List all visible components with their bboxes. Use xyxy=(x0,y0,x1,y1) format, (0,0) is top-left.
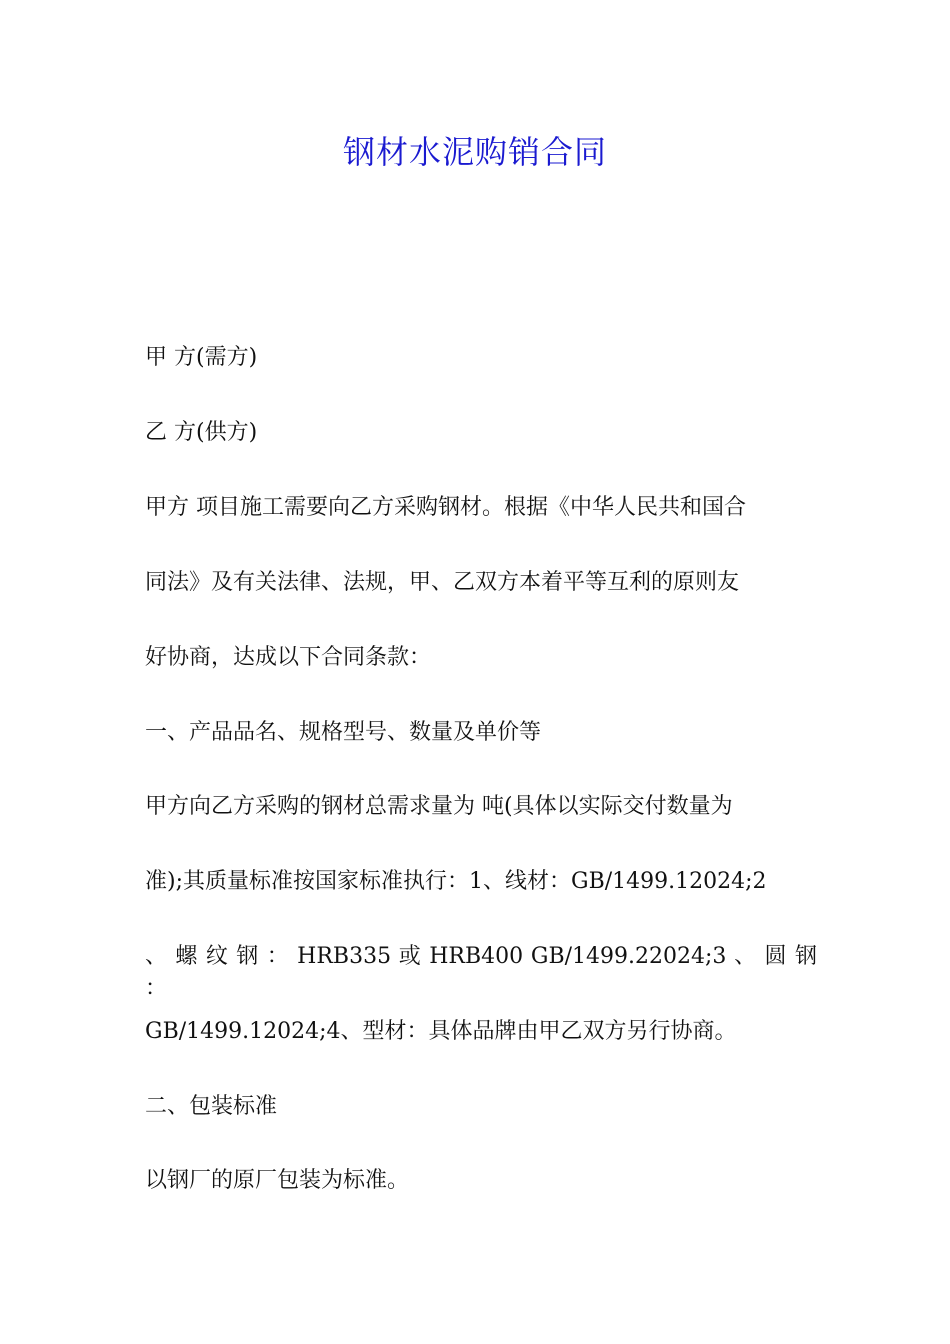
section-heading: 二、包装标准 xyxy=(145,1094,278,1119)
paragraph-line: 甲方 项目施工需要向乙方采购钢材。根据《中华人民共和国合 xyxy=(145,495,746,520)
paragraph-line: 甲方向乙方采购的钢材总需求量为 吨(具体以实际交付数量为 xyxy=(145,794,733,819)
section-heading: 一、产品品名、规格型号、数量及单价等 xyxy=(145,720,542,745)
party-b-line: 乙 方(供方) xyxy=(145,420,258,445)
paragraph-line: 、 螺 纹 钢 ： HRB335 或 HRB400 GB/1499.22024;3 、 圆 钢 ： xyxy=(145,944,817,1001)
party-a-line: 甲 方(需方) xyxy=(145,345,258,370)
paragraph-line: 好协商，达成以下合同条款： xyxy=(145,645,432,670)
paragraph-line: 准);其质量标准按国家标准执行：1、线材：GB/1499.12024;2 xyxy=(145,869,767,894)
paragraph-line: 以钢厂的原厂包装为标准。 xyxy=(145,1168,410,1193)
paragraph-line: 同法》及有关法律、法规，甲、乙双方本着平等互利的原则友 xyxy=(145,570,740,595)
paragraph-line: GB/1499.12024;4、型材：具体品牌由甲乙双方另行协商。 xyxy=(145,1019,737,1044)
document-title: 钢材水泥购销合同 xyxy=(342,133,607,171)
